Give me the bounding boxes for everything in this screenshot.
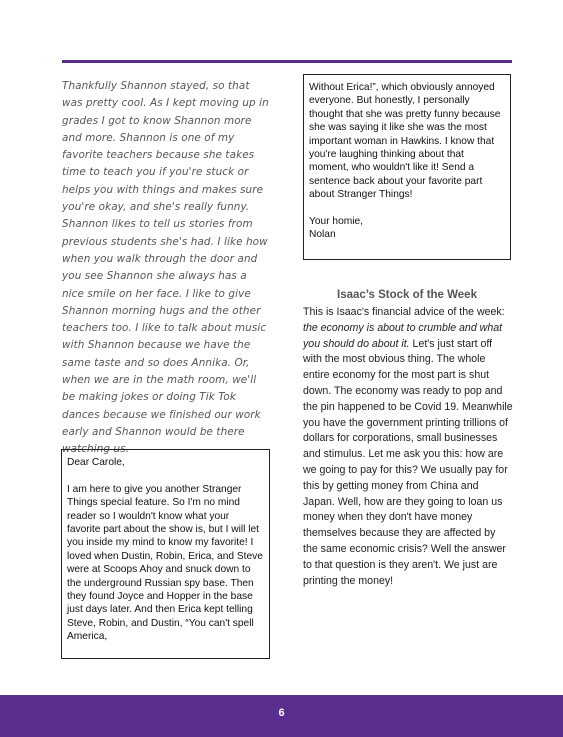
article-column-left	[62, 78, 270, 459]
letter-greeting: Dear Carole,	[67, 457, 125, 468]
letter-box-right	[303, 74, 511, 260]
article-paragraph: Thankfully Shannon stayed, so that was pretty cool. As I kept moving up in grades I got to know Shannon more and more. Shannon is one of my favorite teachers because she takes time to teach you if you're stuck or helps you with things and makes sure you're okay, and she's really funny. Shannon likes to tell us stories from previous students she's had. I like how when you walk through the door and you see Shannon she always has a nice smile on her face. I like to give Shannon morning hugs and the other teachers too. I like to talk about music with Shannon because we have the same taste and so does Annika. Or, when we are in the math room, we'll be making jokes or doing Tik Tok dances because we finished our work early and Shannon would be there watching us.	[62, 80, 269, 456]
letter-body: I am here to give you another Stranger Things special feature. So I'm no mind reader so I wouldn't know what your favorite part about the show is, but I will let you inside my mind to know my favorite! I loved when Dustin, Robin, Erica, and Steve were at Scoops Ahoy and snuck down to the underground Russian spy base. Then they found Joyce and Hopper in the base just days later. And then Erica kept telling Steve, Robin, and Dustin, “You can't spell America,	[67, 483, 263, 643]
header-rule	[62, 60, 512, 63]
footer-bar	[0, 695, 563, 737]
page-number: 6	[278, 707, 285, 719]
letter-box-left	[61, 449, 270, 659]
letter-closing	[309, 215, 505, 242]
letter-body-continued: Without Erica!”, which obviously annoyed everyone. But honestly, I personally thought that she was pretty funny because she was saying it like she was the most important woman in Hawkins. I know that you're laughing thinking about that moment, who wouldn't like it! Send a sentence back about your favorite part about Stranger Things!	[309, 82, 501, 201]
stock-section-title: Isaac’s Stock of the Week	[337, 289, 477, 301]
signature: Nolan	[309, 229, 336, 241]
stock-paragraph	[303, 305, 513, 589]
stock-quote: the economy is about to crumble and what you should do about it.	[303, 321, 503, 350]
stock-section-body	[303, 305, 513, 589]
stock-intro: This is Isaac's financial advice of the week:	[303, 306, 505, 318]
stock-text: Let's just start off with the most obvious thing. The whole entire economy for the most part is shut down. The economy was ready to pop and the pin happened to be Covid 19. Meanwhile you have the government printing trillions of dollars for corporations, small businesses and stimulus. Let me ask you this: how are we going to pay for this? We usually pay for this by getting money from China and Japan. Well, how are they going to loan us money when they don't have money themselves because they are affected by the same economic crisis? Well the answer to that question is they aren't. We just are printing the money!	[303, 337, 513, 587]
closing-line: Your homie,	[309, 216, 363, 228]
